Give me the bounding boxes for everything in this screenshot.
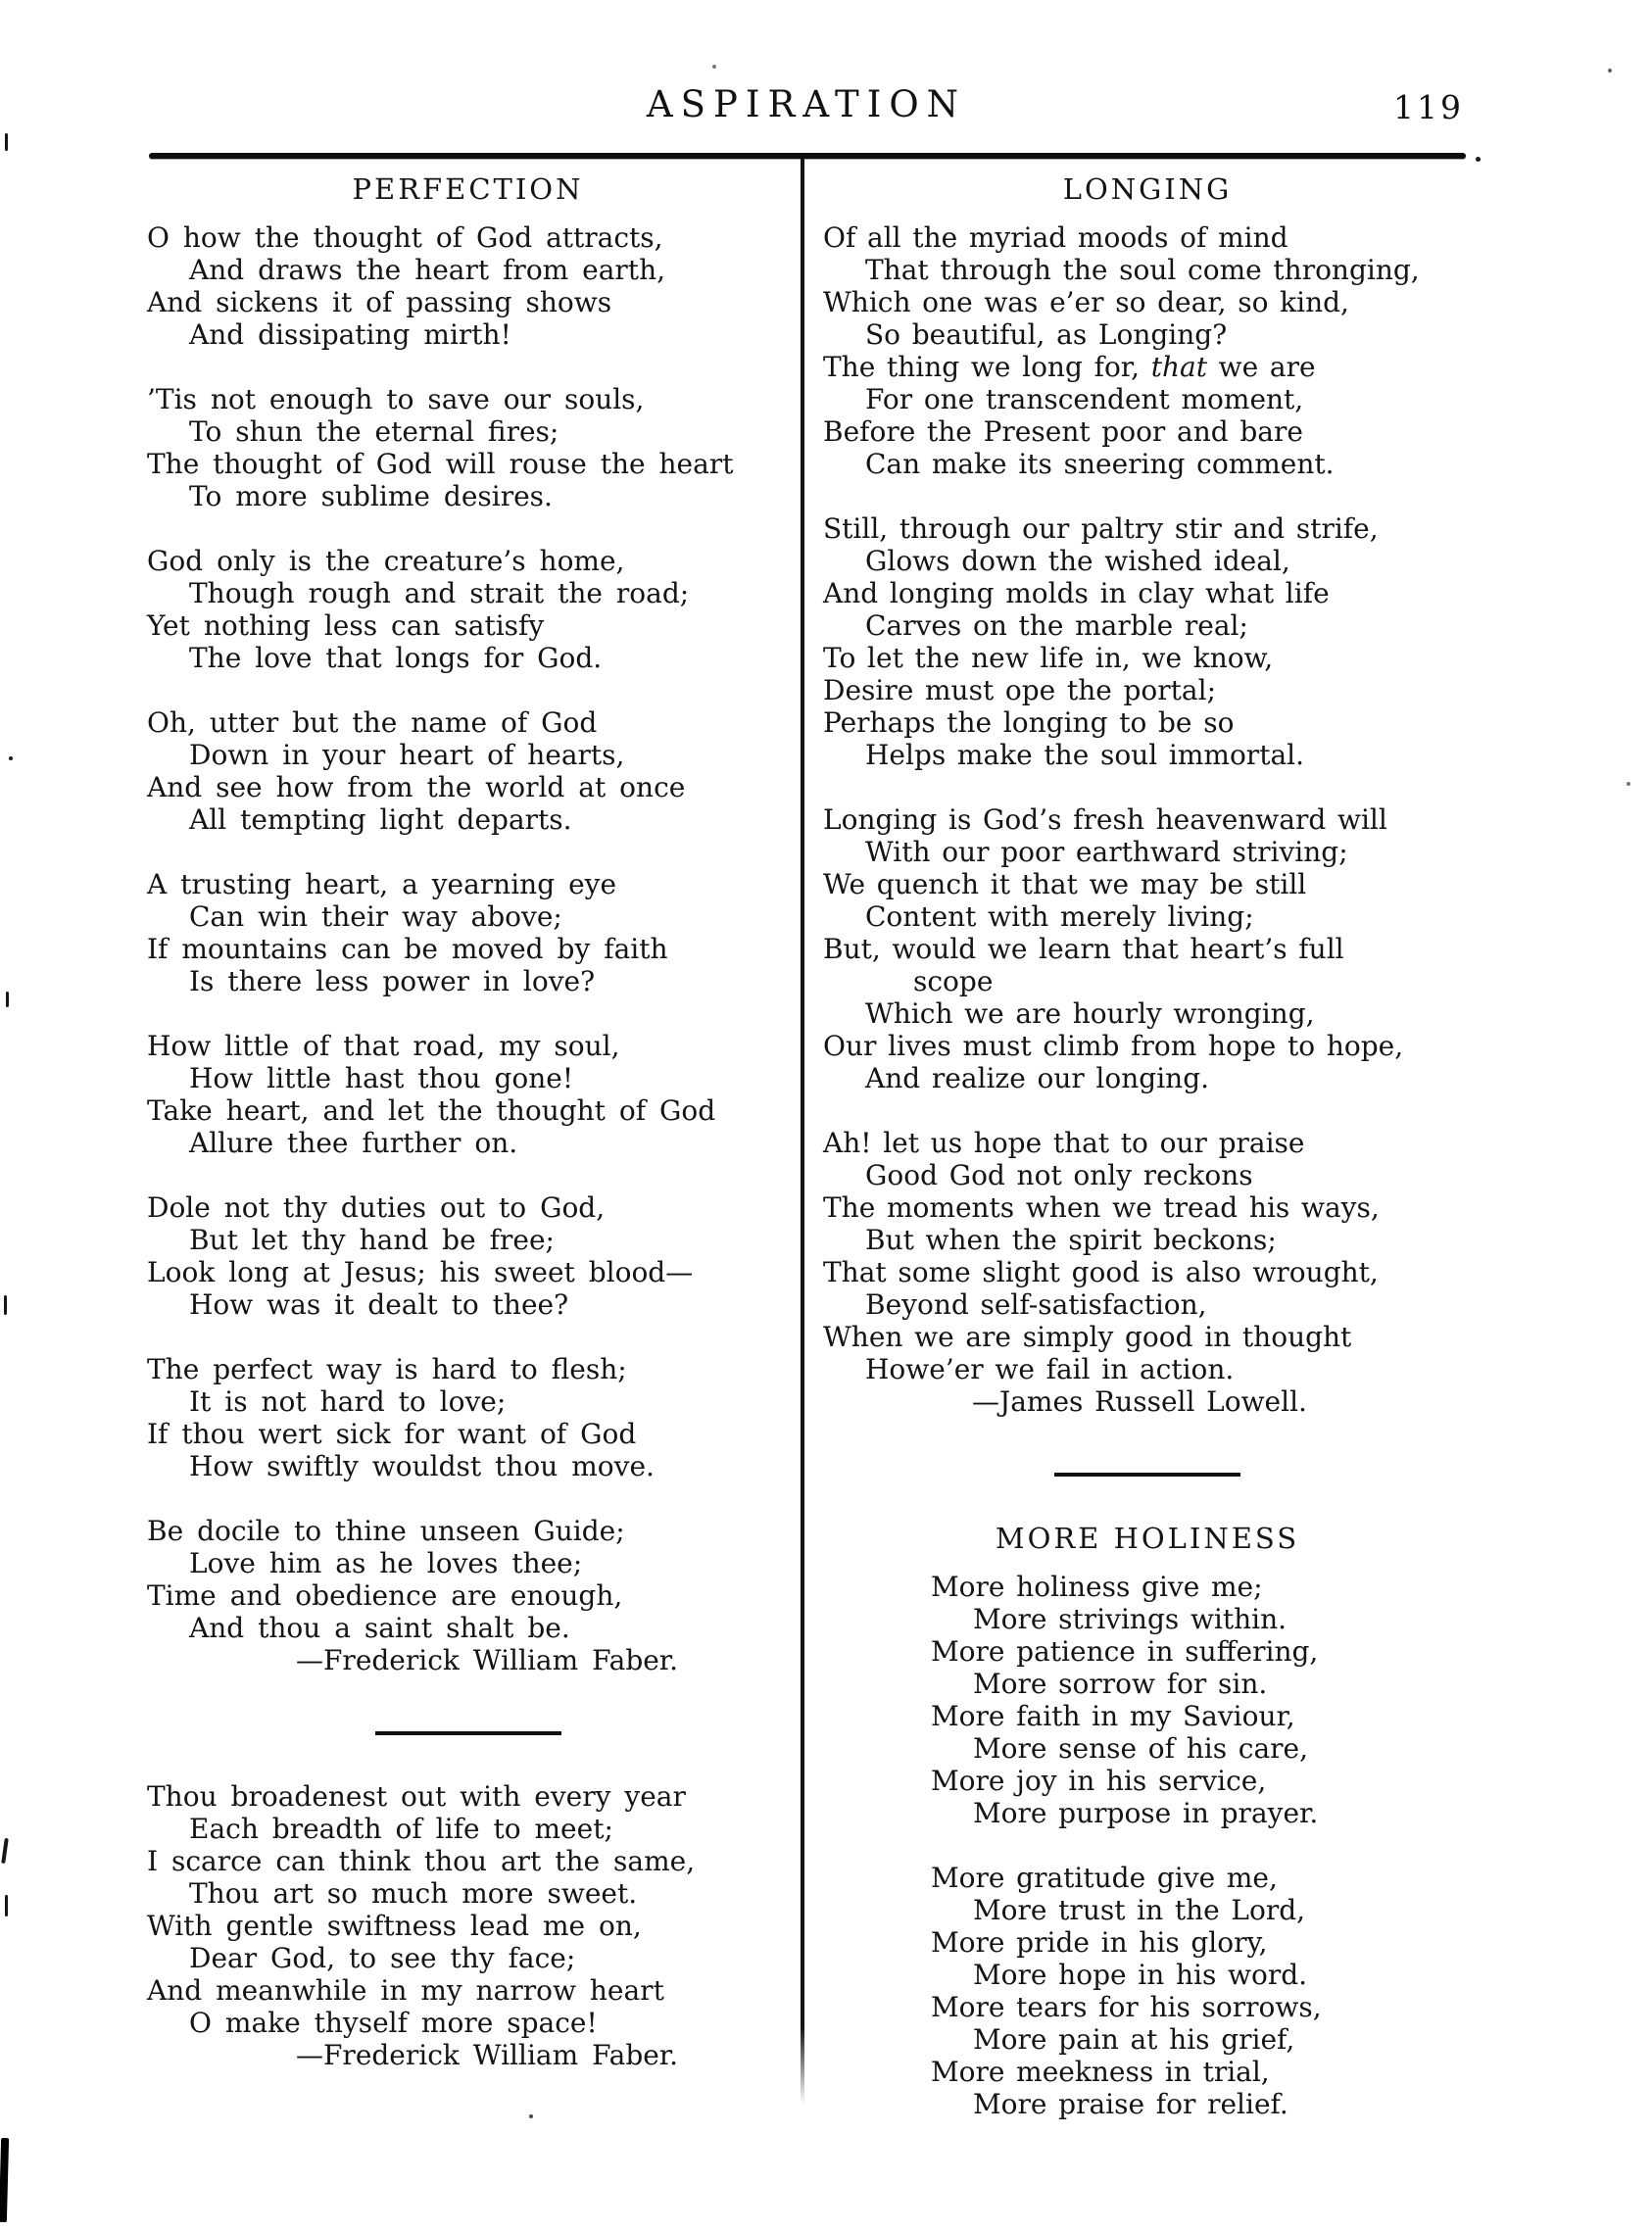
poem-line: To more sublime desires. <box>189 480 553 512</box>
poem-line: Helps make the soul immortal. <box>865 739 1304 771</box>
poem-line: More hope in his word. <box>973 1959 1308 1991</box>
scan-speck <box>4 1295 7 1315</box>
poem-line: The perfect way is hard to flesh; <box>147 1353 627 1385</box>
poem-line: Is there less power in love? <box>189 965 596 997</box>
scan-edge-artifact <box>0 2138 9 2222</box>
scan-speck <box>5 133 8 151</box>
stanza <box>147 1780 789 2071</box>
poem-line: Thou art so much more sweet. <box>189 1877 638 1910</box>
poem-line: More holiness give me; <box>931 1571 1263 1603</box>
poem-line: Carves on the marble real; <box>865 609 1248 642</box>
poem-line: Look long at Jesus; his sweet blood— <box>147 1256 694 1288</box>
poem-line: And dissipating mirth! <box>189 318 511 351</box>
poem-line: Each breadth of life to meet; <box>189 1813 613 1845</box>
stanza <box>823 1127 1472 1418</box>
poem-line: More faith in my Saviour, <box>931 1700 1295 1732</box>
page-header-title: ASPIRATION <box>646 83 967 125</box>
poem-attribution: —Frederick William Faber. <box>296 1644 679 1676</box>
poem-line: Perhaps the longing to be so <box>823 706 1235 739</box>
stanza <box>147 383 789 512</box>
poem-line: More meekness in trial, <box>931 2056 1270 2088</box>
poem-line: And meanwhile in my narrow heart <box>147 1974 664 2007</box>
poem-title: MORE HOLINESS <box>995 1522 1300 1555</box>
poem-line: More gratitude give me, <box>931 1862 1278 1894</box>
poem-line: More patience in suffering, <box>931 1635 1319 1668</box>
poem-line: And sickens it of passing shows <box>147 286 612 318</box>
poem-line: But, would we learn that heart’s full <box>823 933 1344 965</box>
poem-line: Desire must ope the portal; <box>823 674 1217 706</box>
poem-line: More tears for his sorrows, <box>931 1991 1322 2023</box>
poem-line: The thought of God will rouse the heart <box>147 448 734 480</box>
stanza <box>147 1030 789 1159</box>
poem-line: Longing is God’s fresh heavenward will <box>823 803 1387 836</box>
poem-line: And draws the heart from earth, <box>189 254 665 286</box>
poem-line: A trusting heart, a yearning eye <box>147 868 617 900</box>
poem-line: Which we are hourly wronging, <box>865 997 1315 1030</box>
scan-speck <box>1627 782 1630 786</box>
poem-line: Before the Present poor and bare <box>823 415 1303 448</box>
poem-line: We quench it that we may be still <box>823 868 1307 900</box>
poem-line: That some slight good is also wrought, <box>823 1256 1379 1288</box>
scan-speck <box>1608 69 1612 73</box>
poem-line: More purpose in prayer. <box>973 1797 1319 1829</box>
poem-line: Howe’er we fail in action. <box>865 1353 1235 1385</box>
poem-line: The moments when we tread his ways, <box>823 1191 1380 1224</box>
page-number: 119 <box>1393 88 1464 126</box>
stanza <box>147 1515 789 1676</box>
scan-speck <box>5 1895 8 1916</box>
right-column <box>823 167 1472 2120</box>
poem-line: Yet nothing less can satisfy <box>147 609 545 642</box>
poem-line: Down in your heart of hearts, <box>189 739 625 771</box>
scan-speck <box>6 992 9 1007</box>
stanza <box>823 221 1472 480</box>
poem-attribution: —Frederick William Faber. <box>296 2039 679 2071</box>
poem-divider <box>375 1731 561 1735</box>
poem-line: And thou a saint shalt be. <box>189 1612 570 1644</box>
poem-line: It is not hard to love; <box>189 1385 507 1418</box>
poem-line: For one transcendent moment, <box>865 383 1304 415</box>
stanza <box>147 1191 789 1321</box>
stanza <box>823 1862 1472 2120</box>
scan-speck <box>712 65 716 69</box>
poem-line: Thou broadenest out with every year <box>147 1780 686 1813</box>
poem-line: But when the spirit beckons; <box>865 1224 1277 1256</box>
poem-line: When we are simply good in thought <box>823 1321 1352 1353</box>
poem-line: Of all the myriad moods of mind <box>823 221 1288 254</box>
poem-line: scope <box>913 965 994 997</box>
poem-line: More pain at his grief, <box>973 2023 1295 2056</box>
poem-line: And longing molds in clay what life <box>823 577 1330 609</box>
poem-line: Oh, utter but the name of God <box>147 706 598 739</box>
poem-line: To shun the eternal fires; <box>189 415 559 448</box>
stanza <box>147 1353 789 1482</box>
poem-line: That through the soul come thronging, <box>865 254 1420 286</box>
poem-divider <box>1054 1473 1240 1477</box>
stanza <box>823 803 1472 1094</box>
poem-line: Can win their way above; <box>189 900 562 933</box>
poem-line: Beyond self-satisfaction, <box>865 1288 1207 1321</box>
scan-speck <box>9 756 13 760</box>
text-columns <box>147 167 1472 2120</box>
poem-line: More strivings within. <box>973 1603 1288 1635</box>
poem-line: Good God not only reckons <box>865 1159 1253 1191</box>
poem-line: Ah! let us hope that to our praise <box>823 1127 1305 1159</box>
poem-line: God only is the creature’s home, <box>147 545 625 577</box>
poem-line: Dole not thy duties out to God, <box>147 1191 606 1224</box>
poem-line: O make thyself more space! <box>189 2007 598 2039</box>
stanza <box>147 868 789 997</box>
poem-line: How was it dealt to thee? <box>189 1288 569 1321</box>
scan-speck <box>1476 157 1481 162</box>
poem-line: Which one was e’er so dear, so kind, <box>823 286 1349 318</box>
poem-line: How little of that road, my soul, <box>147 1030 620 1062</box>
poem-attribution: —James Russell Lowell. <box>972 1385 1307 1418</box>
poem-title: PERFECTION <box>352 172 584 206</box>
poem-line: With gentle swiftness lead me on, <box>147 1910 642 1942</box>
poem-line: The love that longs for God. <box>189 642 603 674</box>
poem-line: More praise for relief. <box>973 2088 1288 2120</box>
poem-line: If mountains can be moved by faith <box>147 933 668 965</box>
poem-line: So beautiful, as Longing? <box>865 318 1228 351</box>
poem-line: Still, through our paltry stir and strife, <box>823 512 1379 545</box>
poem-line: And realize our longing. <box>865 1062 1210 1094</box>
stanza <box>823 1571 1472 1829</box>
poem-line: More pride in his glory, <box>931 1926 1268 1959</box>
poem-line: Dear God, to see thy face; <box>189 1942 576 1974</box>
poem-line: Our lives must climb from hope to hope, <box>823 1030 1404 1062</box>
poem-line: More sorrow for sin. <box>973 1668 1268 1700</box>
poem-line: But let thy hand be free; <box>189 1224 555 1256</box>
poem-line: Be docile to thine unseen Guide; <box>147 1515 625 1547</box>
poem-line: Allure thee further on. <box>189 1127 518 1159</box>
poem-line: All tempting light departs. <box>189 803 572 836</box>
poem-line: Content with merely living; <box>865 900 1254 933</box>
poem-line: More joy in his service, <box>931 1765 1267 1797</box>
poem-line: O how the thought of God attracts, <box>147 221 663 254</box>
stanza <box>147 545 789 674</box>
poem-line: And see how from the world at once <box>147 771 686 803</box>
poem-line: ’Tis not enough to save our souls, <box>147 383 645 415</box>
poem-line: Time and obedience are enough, <box>147 1579 623 1612</box>
stanza <box>147 706 789 836</box>
poem-line: The thing we long for, that we are <box>823 351 1316 383</box>
poem-line: More trust in the Lord, <box>973 1894 1306 1926</box>
stanza <box>147 221 789 351</box>
poem-line: Take heart, and let the thought of God <box>147 1094 716 1127</box>
poem-line: How swiftly wouldst thou move. <box>189 1450 655 1482</box>
poem-line: To let the new life in, we know, <box>823 642 1274 674</box>
left-column <box>147 167 789 2120</box>
poem-line: More sense of his care, <box>973 1732 1309 1765</box>
poem-line: Can make its sneering comment. <box>865 448 1335 480</box>
scan-speck <box>529 2114 533 2118</box>
poem-line: Love him as he loves thee; <box>189 1547 583 1579</box>
header-rule <box>149 153 1466 159</box>
poem-title: LONGING <box>1062 172 1233 206</box>
poem-line: If thou wert sick for want of God <box>147 1418 637 1450</box>
poem-line: Though rough and strait the road; <box>189 577 690 609</box>
running-head <box>147 82 1466 127</box>
poem-line: With our poor earthward striving; <box>865 836 1348 868</box>
stanza <box>823 512 1472 771</box>
poem-line: How little hast thou gone! <box>189 1062 574 1094</box>
poem-line: Glows down the wished ideal, <box>865 545 1290 577</box>
poem-line: I scarce can think thou art the same, <box>147 1845 696 1877</box>
scan-speck <box>1 1838 9 1864</box>
